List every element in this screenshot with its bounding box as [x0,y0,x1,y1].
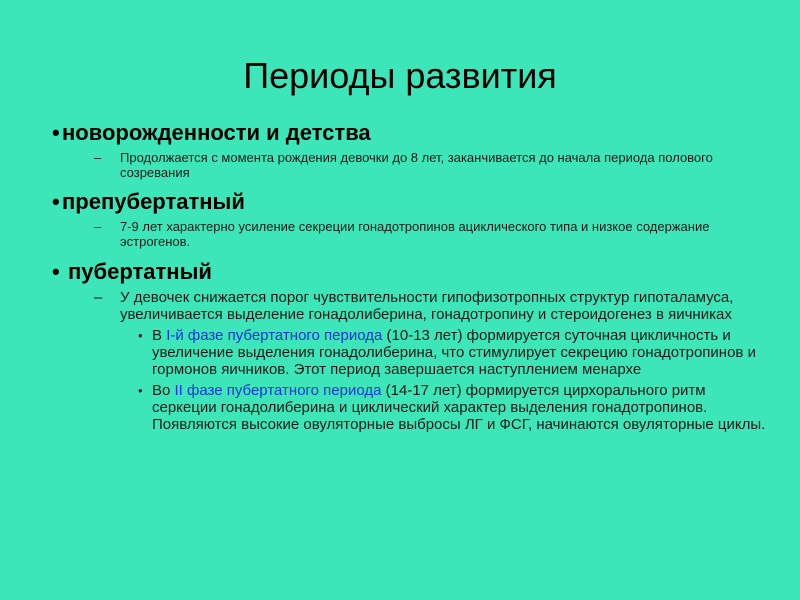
section-heading-prepubertal [52,189,772,215]
section-heading-text: новорожденности и детства [62,120,371,145]
sub-item-highlight: II фазе пубертатного периода [174,382,382,399]
sub-item-prefix: Во [152,382,175,399]
bullet-icon: • [52,120,60,145]
section-heading-text: препубертатный [62,189,245,214]
section-description-pubertal [52,289,772,323]
section-heading-text: пубертатный [68,259,212,284]
sub-item-text: (10-13 лет) формируется суточная цикличность и увеличение выделения гонадолиберина, что стимулирует секрецию гонадотропинов и гормонов яичников. Этот период завершается наступлением менархе [152,327,756,378]
sub-item-text: (14-17 лет) формируется цирхорального ритм серкеции гонадолиберина и циклический характер выделения гонадотропинов. Появляются высокие овуляторные выбросы ЛГ и ФСГ, начинаются овуляторные циклы. [152,382,766,433]
section-description-prepubertal [52,219,772,249]
sub-item-phase-2 [52,382,772,433]
section-description-newborn [52,150,772,180]
sub-item-highlight: I-й фазе пубертатного периода [166,327,383,344]
dash-icon: – [94,150,102,165]
bullet-icon: • [52,259,60,284]
sub-item-phase-1 [52,327,772,378]
slide-content [52,120,772,433]
bullet-icon: • [138,328,143,343]
slide-title: Периоды развития [243,55,557,96]
description-text: У девочек снижается порог чувствительности гипофизотропных структур гипоталамуса, увеличивается выделение гонадолиберина, гонадотропину и стероидогенез в яичниках [120,289,734,323]
bullet-icon: • [138,383,143,398]
description-text: 7-9 лет характерно усиление секреции гонадотропинов ациклического типа и низкое содержание эстрогенов. [120,219,710,249]
section-heading-newborn [52,120,772,146]
dash-icon: – [94,219,102,234]
section-heading-pubertal [52,259,772,285]
dash-icon: – [94,289,103,306]
bullet-icon: • [52,189,60,214]
description-text: Продолжается с момента рождения девочки до 8 лет, заканчивается до начала периода полового созревания [120,150,713,180]
sub-item-prefix: В [152,327,167,344]
